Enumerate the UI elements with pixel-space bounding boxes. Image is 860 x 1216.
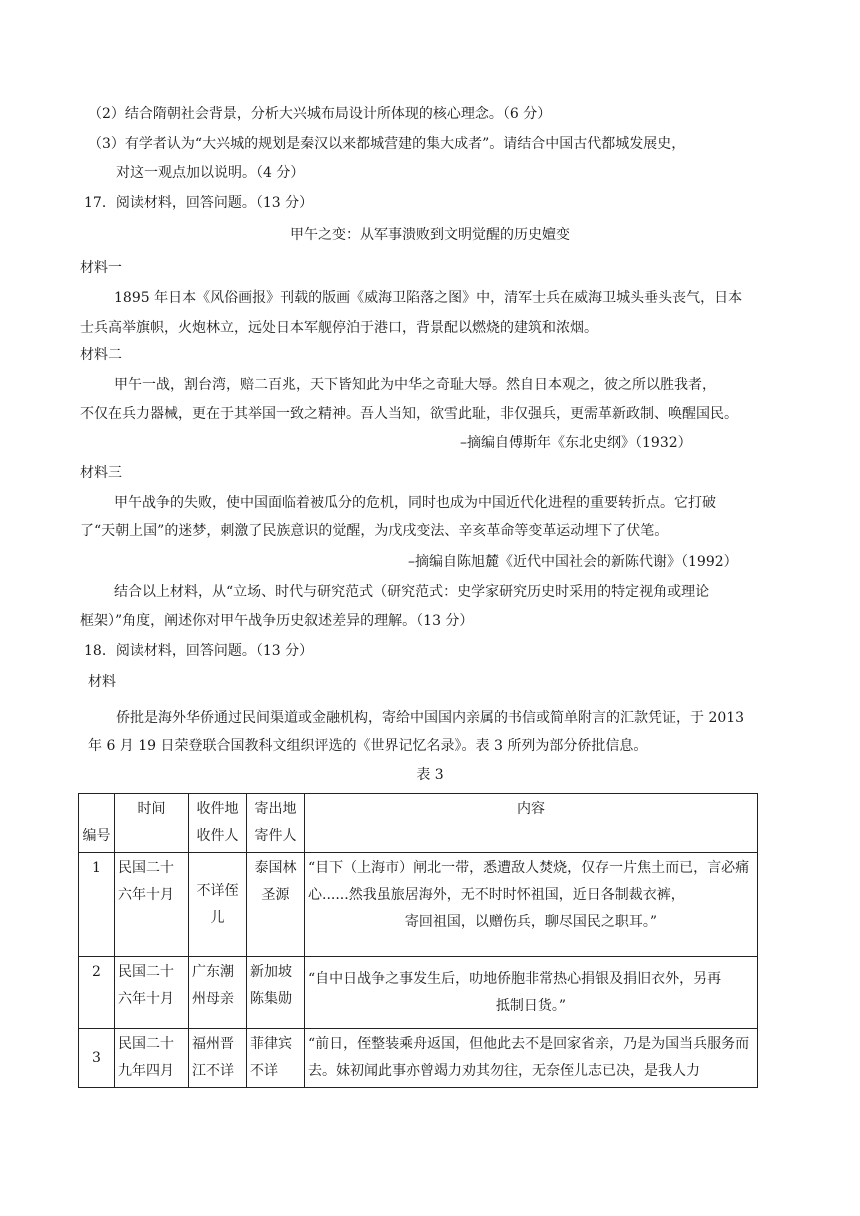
q18-intro-line1: 侨批是海外华侨通过民间渠道或金融机构，寄给中国国内亲属的书信或简单附言的汇款凭证，于 2013 <box>116 710 745 726</box>
q18-heading: 18．阅读材料，回答问题。（13 分） <box>84 643 314 659</box>
q16-sub3-line1: （3）有学者认为“大兴城的规划是秦汉以来都城营建的集大成者”。请结合中国古代都城发展史， <box>88 136 686 152</box>
q16-sub3-line2: 对这一观点加以说明。（4 分） <box>116 165 305 181</box>
q17-task-line2: 框架）”角度，阐述你对甲午战争历史叙述差异的理解。（13 分） <box>80 613 474 629</box>
header-time: 时间 <box>115 794 189 853</box>
q17-heading: 17．阅读材料，回答问题。（13 分） <box>84 195 314 211</box>
q17-material2-line2: 不仅在兵力器械，更在于其举国一致之精神。吾人当知，欲雪此耻，非仅强兵，更需革新政制、唤醒国民。 <box>80 406 738 422</box>
cell-recv: 广东潮州母亲 <box>189 957 247 1029</box>
table-row <box>79 957 758 1029</box>
cell-content-main: “前日，侄整装乘舟返国，但他此去不是回家省亲，乃是为国当兵服务而去。妹初闻此事亦曾竭力劝其勿往，无奈侄儿志已决，是我人力 <box>308 1036 750 1079</box>
cell-no: 1 <box>79 853 115 957</box>
q18-intro-line2: 年 6 月 19 日荣登联合国教科文组织评选的《世界记忆名录》。表 3 所列为部分侨批信息。 <box>88 738 648 754</box>
q18-material-label: 材料 <box>88 674 116 690</box>
cell-recv: 不详侄儿 <box>189 853 247 957</box>
cell-recv: 福州晋江不详 <box>189 1029 247 1088</box>
q17-title: 甲午之变：从军事溃败到文明觉醒的历史嬗变 <box>290 227 570 243</box>
q18-table-caption: 表 3 <box>416 767 444 783</box>
table-row <box>79 853 758 957</box>
cell-no: 3 <box>79 1029 115 1088</box>
header-no: 编号 <box>79 794 115 853</box>
cell-time: 民国二十九年四月 <box>115 1029 189 1088</box>
q17-material3-line1: 甲午战争的失败，使中国面临着被瓜分的危机，同时也成为中国近代化进程的重要转折点。它打破 <box>114 495 716 511</box>
table-header-row <box>79 794 758 853</box>
header-recv: 收件地收件人 <box>189 794 247 853</box>
cell-content <box>305 1029 758 1088</box>
cell-content-main: “目下（上海市）闸北一带，悉遭敌人焚烧，仅存一片焦土而已，言必痛心......然我虽旅居海外，无不时时怀祖国，近日各制裁衣裤， <box>308 860 750 903</box>
q17-material3-label: 材料三 <box>80 465 122 481</box>
cell-no: 2 <box>79 957 115 1029</box>
cell-send: 泰国林圣源 <box>247 853 305 957</box>
cell-time: 民国二十六年十月 <box>115 957 189 1029</box>
cell-content-tail: 寄回祖国，以赠伤兵，聊尽国民之职耳。” <box>404 914 658 930</box>
table-row <box>79 1029 758 1088</box>
cell-content-tail: 抵制日货。” <box>495 997 567 1014</box>
cell-content <box>305 957 758 1029</box>
q17-material1-line2: 士兵高举旗帜，火炮林立，远处日本军舰停泊于港口，背景配以燃烧的建筑和浓烟。 <box>80 320 598 336</box>
q17-material3-line2: 了“天朝上国”的迷梦，刺激了民族意识的觉醒，为戊戌变法、辛亥革命等变革运动埋下了伏笔。 <box>80 523 669 539</box>
cell-content <box>305 853 758 957</box>
q17-material1-label: 材料一 <box>80 260 122 276</box>
q16-sub2: （2）结合隋朝社会背景，分析大兴城布局设计所体现的核心理念。（6 分） <box>88 106 552 122</box>
cell-send: 新加坡陈集勋 <box>247 957 305 1029</box>
q17-material2-line1: 甲午一战，割台湾，赔二百兆，天下皆知此为中华之奇耻大辱。然自日本观之，彼之所以胜我者， <box>114 377 716 393</box>
header-send: 寄出地寄件人 <box>247 794 305 853</box>
cell-time: 民国二十六年十月 <box>115 853 189 957</box>
cell-content-main: “自中日战争之事发生后，叻地侨胞非常热心捐银及捐旧衣外，另再 <box>308 970 722 987</box>
q18-table <box>78 793 758 1088</box>
cell-send: 菲律宾不详 <box>247 1029 305 1088</box>
q17-task-line1: 结合以上材料，从“立场、时代与研究范式（研究范式：史学家研究历史时采用的特定视角或理论 <box>114 584 710 600</box>
header-content: 内容 <box>305 794 758 853</box>
q17-material3-source: –摘编自陈旭麓《近代中国社会的新陈代谢》（1992） <box>408 554 738 570</box>
q17-material2-source: –摘编自傅斯年《东北史纲》（1932） <box>460 435 692 451</box>
q17-material2-label: 材料二 <box>80 347 122 363</box>
q17-material1-line1: 1895 年日本《风俗画报》刊载的版画《威海卫陷落之图》中，清军士兵在威海卫城头垂头丧气，日本 <box>114 290 743 306</box>
